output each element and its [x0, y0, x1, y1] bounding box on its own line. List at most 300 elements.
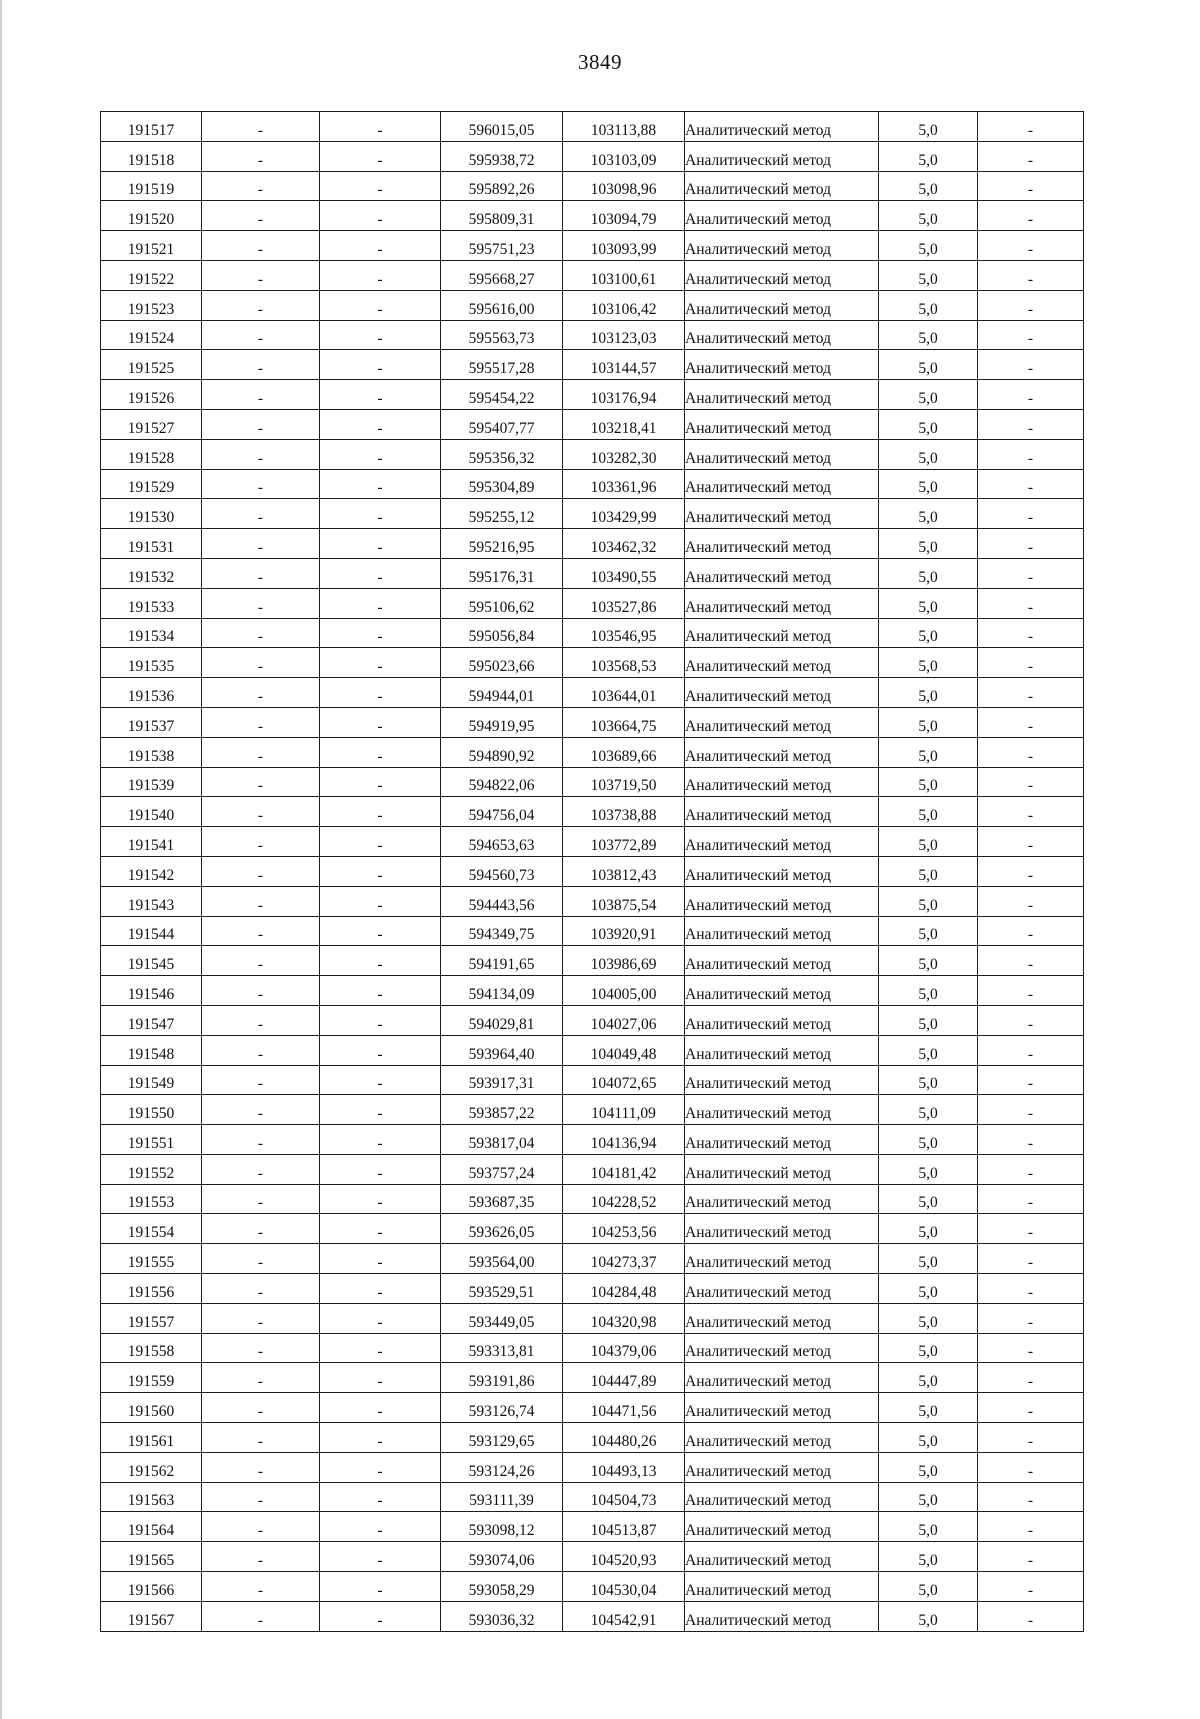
point-id-cell: 191559 — [101, 1363, 202, 1393]
y-coordinate-cell: 103689,66 — [563, 737, 685, 767]
point-id-cell: 191558 — [101, 1333, 202, 1363]
point-id-cell: 191528 — [101, 439, 202, 469]
table-row — [101, 1095, 1084, 1125]
table-row — [101, 1035, 1084, 1065]
dash-cell: - — [978, 976, 1084, 1006]
accuracy-cell: 5,0 — [879, 558, 978, 588]
dash-cell: - — [320, 529, 441, 559]
x-coordinate-cell: 595176,31 — [441, 558, 563, 588]
table-row — [101, 707, 1084, 737]
dash-cell: - — [978, 1363, 1084, 1393]
table-body — [101, 112, 1084, 1632]
dash-cell: - — [320, 141, 441, 171]
x-coordinate-cell: 595056,84 — [441, 618, 563, 648]
method-cell: Аналитический метод — [685, 767, 879, 797]
point-id-cell: 191523 — [101, 290, 202, 320]
method-cell: Аналитический метод — [685, 1184, 879, 1214]
table-row — [101, 1214, 1084, 1244]
point-id-cell: 191557 — [101, 1303, 202, 1333]
dash-cell: - — [320, 1482, 441, 1512]
dash-cell: - — [978, 320, 1084, 350]
method-cell: Аналитический метод — [685, 112, 879, 142]
y-coordinate-cell: 104072,65 — [563, 1065, 685, 1095]
table-row — [101, 946, 1084, 976]
y-coordinate-cell: 103361,96 — [563, 469, 685, 499]
method-cell: Аналитический метод — [685, 1035, 879, 1065]
dash-cell: - — [202, 1303, 320, 1333]
x-coordinate-cell: 594029,81 — [441, 1005, 563, 1035]
y-coordinate-cell: 103106,42 — [563, 290, 685, 320]
accuracy-cell: 5,0 — [879, 946, 978, 976]
x-coordinate-cell: 594944,01 — [441, 678, 563, 708]
dash-cell: - — [978, 1542, 1084, 1572]
dash-cell: - — [202, 678, 320, 708]
table-row — [101, 856, 1084, 886]
dash-cell: - — [202, 1363, 320, 1393]
table-row — [101, 171, 1084, 201]
dash-cell: - — [320, 439, 441, 469]
x-coordinate-cell: 594756,04 — [441, 797, 563, 827]
accuracy-cell: 5,0 — [879, 350, 978, 380]
dash-cell: - — [320, 1214, 441, 1244]
accuracy-cell: 5,0 — [879, 171, 978, 201]
dash-cell: - — [978, 737, 1084, 767]
point-id-cell: 191566 — [101, 1572, 202, 1602]
accuracy-cell: 5,0 — [879, 1512, 978, 1542]
method-cell: Аналитический метод — [685, 618, 879, 648]
point-id-cell: 191552 — [101, 1154, 202, 1184]
y-coordinate-cell: 103282,30 — [563, 439, 685, 469]
dash-cell: - — [202, 827, 320, 857]
accuracy-cell: 5,0 — [879, 976, 978, 1006]
dash-cell: - — [320, 737, 441, 767]
y-coordinate-cell: 103664,75 — [563, 707, 685, 737]
table-row — [101, 1274, 1084, 1304]
y-coordinate-cell: 103429,99 — [563, 499, 685, 529]
dash-cell: - — [978, 260, 1084, 290]
x-coordinate-cell: 594919,95 — [441, 707, 563, 737]
method-cell: Аналитический метод — [685, 409, 879, 439]
dash-cell: - — [320, 1274, 441, 1304]
y-coordinate-cell: 103920,91 — [563, 916, 685, 946]
dash-cell: - — [320, 409, 441, 439]
accuracy-cell: 5,0 — [879, 1423, 978, 1453]
y-coordinate-cell: 104181,42 — [563, 1154, 685, 1184]
dash-cell: - — [978, 1393, 1084, 1423]
method-cell: Аналитический метод — [685, 1363, 879, 1393]
dash-cell: - — [978, 1572, 1084, 1602]
point-id-cell: 191555 — [101, 1244, 202, 1274]
dash-cell: - — [978, 290, 1084, 320]
y-coordinate-cell: 104136,94 — [563, 1125, 685, 1155]
dash-cell: - — [320, 112, 441, 142]
dash-cell: - — [202, 1482, 320, 1512]
x-coordinate-cell: 593817,04 — [441, 1125, 563, 1155]
dash-cell: - — [978, 141, 1084, 171]
dash-cell: - — [202, 558, 320, 588]
table-row — [101, 827, 1084, 857]
dash-cell: - — [320, 320, 441, 350]
method-cell: Аналитический метод — [685, 380, 879, 410]
dash-cell: - — [320, 1244, 441, 1274]
y-coordinate-cell: 104253,56 — [563, 1214, 685, 1244]
point-id-cell: 191563 — [101, 1482, 202, 1512]
method-cell: Аналитический метод — [685, 1095, 879, 1125]
dash-cell: - — [978, 1125, 1084, 1155]
point-id-cell: 191524 — [101, 320, 202, 350]
y-coordinate-cell: 103772,89 — [563, 827, 685, 857]
point-id-cell: 191567 — [101, 1601, 202, 1631]
y-coordinate-cell: 103738,88 — [563, 797, 685, 827]
x-coordinate-cell: 595304,89 — [441, 469, 563, 499]
dash-cell: - — [202, 1214, 320, 1244]
method-cell: Аналитический метод — [685, 201, 879, 231]
method-cell: Аналитический метод — [685, 171, 879, 201]
dash-cell: - — [320, 767, 441, 797]
table-row — [101, 380, 1084, 410]
dash-cell: - — [978, 558, 1084, 588]
dash-cell: - — [202, 1184, 320, 1214]
dash-cell: - — [202, 767, 320, 797]
y-coordinate-cell: 103490,55 — [563, 558, 685, 588]
x-coordinate-cell: 595255,12 — [441, 499, 563, 529]
point-id-cell: 191532 — [101, 558, 202, 588]
point-id-cell: 191553 — [101, 1184, 202, 1214]
x-coordinate-cell: 593124,26 — [441, 1452, 563, 1482]
x-coordinate-cell: 595809,31 — [441, 201, 563, 231]
dash-cell: - — [978, 886, 1084, 916]
point-id-cell: 191537 — [101, 707, 202, 737]
accuracy-cell: 5,0 — [879, 1125, 978, 1155]
x-coordinate-cell: 595938,72 — [441, 141, 563, 171]
accuracy-cell: 5,0 — [879, 886, 978, 916]
accuracy-cell: 5,0 — [879, 290, 978, 320]
dash-cell: - — [978, 946, 1084, 976]
x-coordinate-cell: 594443,56 — [441, 886, 563, 916]
y-coordinate-cell: 104005,00 — [563, 976, 685, 1006]
table-row — [101, 1065, 1084, 1095]
table-row — [101, 1482, 1084, 1512]
point-id-cell: 191518 — [101, 141, 202, 171]
x-coordinate-cell: 594890,92 — [441, 737, 563, 767]
dash-cell: - — [978, 678, 1084, 708]
point-id-cell: 191540 — [101, 797, 202, 827]
dash-cell: - — [978, 201, 1084, 231]
x-coordinate-cell: 595668,27 — [441, 260, 563, 290]
method-cell: Аналитический метод — [685, 141, 879, 171]
table-row — [101, 350, 1084, 380]
table-row — [101, 290, 1084, 320]
point-id-cell: 191562 — [101, 1452, 202, 1482]
dash-cell: - — [202, 231, 320, 261]
method-cell: Аналитический метод — [685, 439, 879, 469]
dash-cell: - — [202, 499, 320, 529]
dash-cell: - — [978, 112, 1084, 142]
accuracy-cell: 5,0 — [879, 588, 978, 618]
y-coordinate-cell: 104447,89 — [563, 1363, 685, 1393]
dash-cell: - — [320, 588, 441, 618]
x-coordinate-cell: 594560,73 — [441, 856, 563, 886]
x-coordinate-cell: 593074,06 — [441, 1542, 563, 1572]
y-coordinate-cell: 103568,53 — [563, 648, 685, 678]
dash-cell: - — [202, 856, 320, 886]
dash-cell: - — [320, 678, 441, 708]
dash-cell: - — [320, 469, 441, 499]
x-coordinate-cell: 593129,65 — [441, 1423, 563, 1453]
accuracy-cell: 5,0 — [879, 1303, 978, 1333]
table-row — [101, 767, 1084, 797]
x-coordinate-cell: 593058,29 — [441, 1572, 563, 1602]
method-cell: Аналитический метод — [685, 1542, 879, 1572]
method-cell: Аналитический метод — [685, 529, 879, 559]
point-id-cell: 191535 — [101, 648, 202, 678]
method-cell: Аналитический метод — [685, 1423, 879, 1453]
dash-cell: - — [320, 1035, 441, 1065]
dash-cell: - — [202, 1512, 320, 1542]
accuracy-cell: 5,0 — [879, 260, 978, 290]
y-coordinate-cell: 103218,41 — [563, 409, 685, 439]
table-row — [101, 558, 1084, 588]
dash-cell: - — [202, 439, 320, 469]
dash-cell: - — [978, 648, 1084, 678]
point-id-cell: 191544 — [101, 916, 202, 946]
dash-cell: - — [978, 767, 1084, 797]
y-coordinate-cell: 103719,50 — [563, 767, 685, 797]
accuracy-cell: 5,0 — [879, 1095, 978, 1125]
dash-cell: - — [202, 886, 320, 916]
dash-cell: - — [978, 707, 1084, 737]
accuracy-cell: 5,0 — [879, 1452, 978, 1482]
dash-cell: - — [202, 1542, 320, 1572]
x-coordinate-cell: 595751,23 — [441, 231, 563, 261]
point-id-cell: 191521 — [101, 231, 202, 261]
table-row — [101, 439, 1084, 469]
x-coordinate-cell: 593313,81 — [441, 1333, 563, 1363]
dash-cell: - — [978, 1333, 1084, 1363]
dash-cell: - — [320, 1363, 441, 1393]
method-cell: Аналитический метод — [685, 1452, 879, 1482]
point-id-cell: 191543 — [101, 886, 202, 916]
accuracy-cell: 5,0 — [879, 231, 978, 261]
accuracy-cell: 5,0 — [879, 1393, 978, 1423]
dash-cell: - — [978, 1095, 1084, 1125]
dash-cell: - — [320, 648, 441, 678]
dash-cell: - — [320, 1542, 441, 1572]
dash-cell: - — [202, 707, 320, 737]
x-coordinate-cell: 595216,95 — [441, 529, 563, 559]
x-coordinate-cell: 594134,09 — [441, 976, 563, 1006]
dash-cell: - — [320, 1452, 441, 1482]
dash-cell: - — [202, 797, 320, 827]
y-coordinate-cell: 104493,13 — [563, 1452, 685, 1482]
accuracy-cell: 5,0 — [879, 856, 978, 886]
dash-cell: - — [320, 1184, 441, 1214]
y-coordinate-cell: 104111,09 — [563, 1095, 685, 1125]
dash-cell: - — [320, 1512, 441, 1542]
method-cell: Аналитический метод — [685, 499, 879, 529]
dash-cell: - — [320, 1572, 441, 1602]
scan-edge — [0, 0, 2, 1719]
y-coordinate-cell: 104228,52 — [563, 1184, 685, 1214]
dash-cell: - — [978, 856, 1084, 886]
y-coordinate-cell: 103812,43 — [563, 856, 685, 886]
y-coordinate-cell: 104273,37 — [563, 1244, 685, 1274]
point-id-cell: 191546 — [101, 976, 202, 1006]
table-row — [101, 1244, 1084, 1274]
dash-cell: - — [978, 1214, 1084, 1244]
y-coordinate-cell: 103144,57 — [563, 350, 685, 380]
point-id-cell: 191520 — [101, 201, 202, 231]
x-coordinate-cell: 593564,00 — [441, 1244, 563, 1274]
dash-cell: - — [202, 529, 320, 559]
dash-cell: - — [978, 1423, 1084, 1453]
dash-cell: - — [320, 707, 441, 737]
x-coordinate-cell: 596015,05 — [441, 112, 563, 142]
y-coordinate-cell: 104542,91 — [563, 1601, 685, 1631]
dash-cell: - — [320, 201, 441, 231]
accuracy-cell: 5,0 — [879, 1244, 978, 1274]
y-coordinate-cell: 103098,96 — [563, 171, 685, 201]
x-coordinate-cell: 593529,51 — [441, 1274, 563, 1304]
table-row — [101, 231, 1084, 261]
dash-cell: - — [320, 1065, 441, 1095]
dash-cell: - — [978, 1482, 1084, 1512]
dash-cell: - — [978, 1154, 1084, 1184]
dash-cell: - — [978, 409, 1084, 439]
table-row — [101, 499, 1084, 529]
accuracy-cell: 5,0 — [879, 737, 978, 767]
y-coordinate-cell: 103123,03 — [563, 320, 685, 350]
dash-cell: - — [202, 1452, 320, 1482]
y-coordinate-cell: 104530,04 — [563, 1572, 685, 1602]
table-row — [101, 409, 1084, 439]
table-row — [101, 1601, 1084, 1631]
point-id-cell: 191547 — [101, 1005, 202, 1035]
dash-cell: - — [978, 1035, 1084, 1065]
accuracy-cell: 5,0 — [879, 439, 978, 469]
method-cell: Аналитический метод — [685, 678, 879, 708]
method-cell: Аналитический метод — [685, 976, 879, 1006]
dash-cell: - — [202, 1065, 320, 1095]
dash-cell: - — [320, 260, 441, 290]
x-coordinate-cell: 593857,22 — [441, 1095, 563, 1125]
table-row — [101, 469, 1084, 499]
accuracy-cell: 5,0 — [879, 1363, 978, 1393]
accuracy-cell: 5,0 — [879, 1572, 978, 1602]
y-coordinate-cell: 103103,09 — [563, 141, 685, 171]
dash-cell: - — [202, 201, 320, 231]
y-coordinate-cell: 103100,61 — [563, 260, 685, 290]
table-row — [101, 737, 1084, 767]
dash-cell: - — [978, 1005, 1084, 1035]
table-row — [101, 797, 1084, 827]
y-coordinate-cell: 103546,95 — [563, 618, 685, 648]
x-coordinate-cell: 593449,05 — [441, 1303, 563, 1333]
point-id-cell: 191549 — [101, 1065, 202, 1095]
x-coordinate-cell: 594191,65 — [441, 946, 563, 976]
point-id-cell: 191542 — [101, 856, 202, 886]
dash-cell: - — [202, 469, 320, 499]
dash-cell: - — [320, 976, 441, 1006]
y-coordinate-cell: 103176,94 — [563, 380, 685, 410]
table-row — [101, 112, 1084, 142]
dash-cell: - — [978, 439, 1084, 469]
dash-cell: - — [320, 290, 441, 320]
x-coordinate-cell: 593917,31 — [441, 1065, 563, 1095]
point-id-cell: 191550 — [101, 1095, 202, 1125]
method-cell: Аналитический метод — [685, 1512, 879, 1542]
accuracy-cell: 5,0 — [879, 1601, 978, 1631]
y-coordinate-cell: 103094,79 — [563, 201, 685, 231]
method-cell: Аналитический метод — [685, 648, 879, 678]
accuracy-cell: 5,0 — [879, 767, 978, 797]
accuracy-cell: 5,0 — [879, 1184, 978, 1214]
table-row — [101, 678, 1084, 708]
y-coordinate-cell: 103462,32 — [563, 529, 685, 559]
accuracy-cell: 5,0 — [879, 529, 978, 559]
dash-cell: - — [978, 171, 1084, 201]
table-row — [101, 1423, 1084, 1453]
accuracy-cell: 5,0 — [879, 1214, 978, 1244]
dash-cell: - — [202, 1005, 320, 1035]
method-cell: Аналитический метод — [685, 290, 879, 320]
dash-cell: - — [202, 1035, 320, 1065]
point-id-cell: 191565 — [101, 1542, 202, 1572]
point-id-cell: 191527 — [101, 409, 202, 439]
dash-cell: - — [202, 171, 320, 201]
point-id-cell: 191530 — [101, 499, 202, 529]
accuracy-cell: 5,0 — [879, 112, 978, 142]
dash-cell: - — [202, 409, 320, 439]
dash-cell: - — [202, 618, 320, 648]
dash-cell: - — [320, 1125, 441, 1155]
x-coordinate-cell: 595106,62 — [441, 588, 563, 618]
dash-cell: - — [202, 588, 320, 618]
method-cell: Аналитический метод — [685, 558, 879, 588]
dash-cell: - — [320, 380, 441, 410]
x-coordinate-cell: 595517,28 — [441, 350, 563, 380]
accuracy-cell: 5,0 — [879, 916, 978, 946]
point-id-cell: 191545 — [101, 946, 202, 976]
coordinates-table — [100, 111, 1084, 1632]
dash-cell: - — [202, 1095, 320, 1125]
x-coordinate-cell: 595892,26 — [441, 171, 563, 201]
method-cell: Аналитический метод — [685, 1601, 879, 1631]
accuracy-cell: 5,0 — [879, 1482, 978, 1512]
dash-cell: - — [202, 380, 320, 410]
method-cell: Аналитический метод — [685, 1303, 879, 1333]
point-id-cell: 191525 — [101, 350, 202, 380]
x-coordinate-cell: 595563,73 — [441, 320, 563, 350]
point-id-cell: 191538 — [101, 737, 202, 767]
dash-cell: - — [320, 1601, 441, 1631]
x-coordinate-cell: 594822,06 — [441, 767, 563, 797]
dash-cell: - — [978, 380, 1084, 410]
accuracy-cell: 5,0 — [879, 1542, 978, 1572]
dash-cell: - — [202, 350, 320, 380]
method-cell: Аналитический метод — [685, 1214, 879, 1244]
method-cell: Аналитический метод — [685, 1333, 879, 1363]
y-coordinate-cell: 103113,88 — [563, 112, 685, 142]
dash-cell: - — [202, 320, 320, 350]
dash-cell: - — [202, 1601, 320, 1631]
dash-cell: - — [202, 1154, 320, 1184]
y-coordinate-cell: 104513,87 — [563, 1512, 685, 1542]
accuracy-cell: 5,0 — [879, 1274, 978, 1304]
method-cell: Аналитический метод — [685, 231, 879, 261]
dash-cell: - — [320, 171, 441, 201]
dash-cell: - — [202, 1274, 320, 1304]
